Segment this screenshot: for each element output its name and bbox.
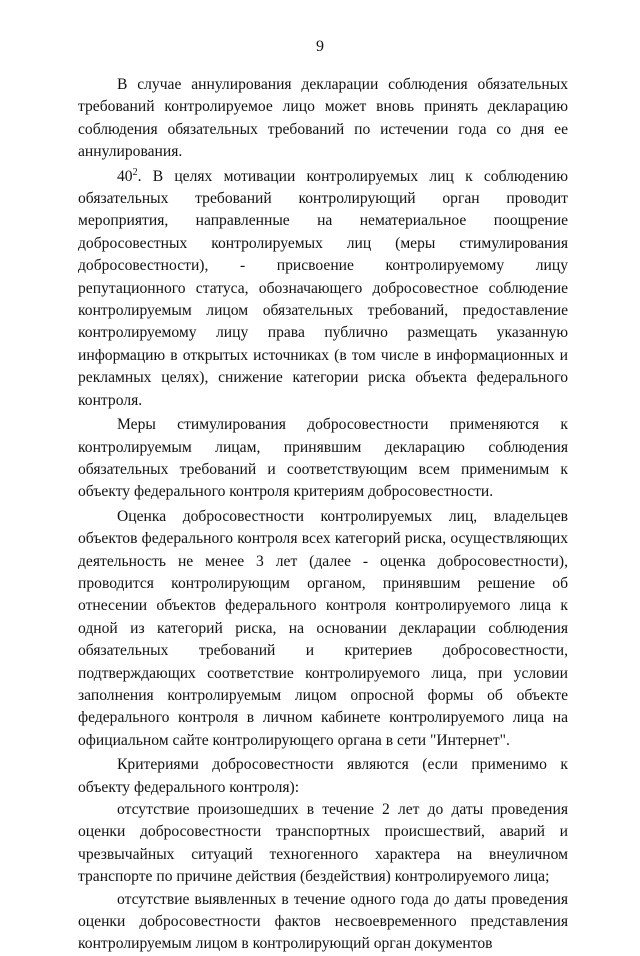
section-superscript: 2 — [132, 166, 138, 178]
paragraph-assessment — [78, 506, 568, 752]
paragraph-text: отсутствие произошедших в течение 2 лет до даты проведения оценки добросовестности транспортных происшествий, аварий и чрезвычайных ситуаций техногенного характера на внеуличном транспорте по причине действия (бездействия) контролируемого лица; — [78, 801, 568, 886]
page-number: 9 — [316, 38, 324, 55]
paragraph-criterion-documents — [78, 889, 568, 956]
paragraph-text: Критериями добросовестности являются (если применимо к объекту федерального контроля): — [78, 756, 568, 796]
section-number: $40^2$. — [117, 166, 142, 185]
paragraph-text: Меры стимулирования добросовестности применяются к контролируемым лицам, принявшим декларацию соблюдения обязательных требований и соответствующим всем применимым к объекту федерального контроля критериям добросовестности. — [78, 416, 568, 501]
paragraph-text: отсутствие выявленных в течение одного года до даты проведения оценки добросовестности фактов несвоевременного представления контролируемым лицом в контролирующий орган документов — [78, 890, 568, 953]
paragraph-text: В случае аннулирования декларации соблюдения обязательных требований контролируемое лицо может вновь принять декларацию соблюдения обязательных требований по истечении года со дня ее аннулирования. — [78, 76, 568, 161]
paragraph-text: В целях мотивации контролируемых лиц к соблюдению обязательных требований контролирующий орган проводит мероприятия, направленные на нематериальное поощрение добросовестных контролируемых лиц (меры стимулирования добросовестности), - присвоение контролируемому лицу репутационного статуса, обозначающего добросовестное соблюдение контролируемым лицом обязательных требований, предоставление контролируемому лицу права публично размещать указанную информацию в открытых источниках (в том числе в информационных и рекламных целях), снижение категории риска объекта федерального контроля. — [78, 167, 568, 409]
paragraph-section-40-2 — [78, 166, 568, 412]
paragraph-incentive-measures — [78, 414, 568, 504]
paragraph-criteria-intro — [78, 754, 568, 799]
paragraph-criterion-accidents — [78, 799, 568, 889]
document-body — [78, 74, 568, 956]
paragraph-text: Оценка добросовестности контролируемых лиц, владельцев объектов федерального контроля всех категорий риска, осуществляющих деятельность не менее 3 лет (далее - оценка добросовестности), проводится контролирующим органом, принявшим решение об отнесении объектов федерального контроля контролируемого лица к одной из категорий риска, на основании декларации соблюдения обязательных требований и критериев добросовестности, подтверждающих соответствие контролируемого лица, при условии заполнения контролируемым лицом опросной формы об объекте федерального контроля в личном кабинете контролируемого лица на официальном сайте контролирующего органа в сети "Интернет". — [78, 507, 568, 749]
paragraph-annulment — [78, 74, 568, 164]
